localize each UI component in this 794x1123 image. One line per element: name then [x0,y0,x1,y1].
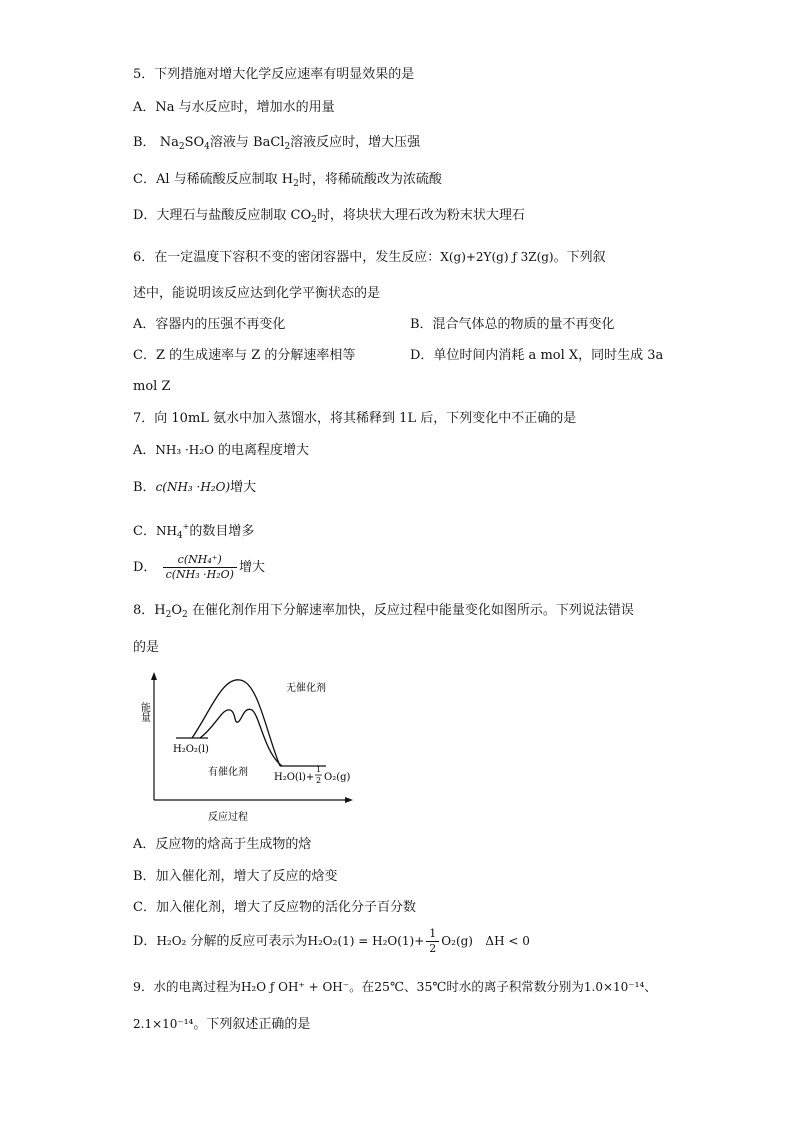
q5-option-c [133,171,442,193]
option-prefix: B． [133,135,156,150]
q8-option-c: C．加入催化剂，增大了反应物的活化分子百分数 [133,900,416,915]
q5-option-a: A．Na 与水反应时，增加水的用量 [133,100,335,115]
option-text: 增大 [230,480,257,495]
catalyzed-label: 有催化剂 [208,767,248,778]
q7-stem: 7．向 10mL 氨水中加入蒸馏水，将其稀释到 1L 后，下列变化中不正确的是 [133,411,577,426]
formula: NH₃ ·H₂O [155,443,214,457]
q6-option-d: D．单位时间内消耗 a mol X，同时生成 3a [410,348,664,363]
stem-text: 。下列叙 [553,250,606,265]
superscript: + [182,522,190,531]
subscript: 2 [182,610,188,620]
q6-option-d-cont: mol Z [133,379,171,394]
option-text: 时，将稀硫酸改为浓硫酸 [298,172,442,187]
q6-option-c: C．Z 的生成速率与 Z 的分解速率相等 [133,348,356,363]
stem-text: 8．H [133,603,166,618]
stem-text: 6．在一定温度下容积不变的密闭容器中，发生反应： [133,250,441,265]
fraction-denominator: 2 [429,942,437,955]
q6-stem [133,248,606,267]
q8-stem [133,602,634,624]
energy-diagram [140,672,370,827]
stem-text: 9．水的电离过程为 [133,979,241,994]
subscript: 2 [284,142,291,152]
uncatalyzed-label: 无催化剂 [286,683,326,694]
product-frac-num: 1 [316,765,322,774]
q9-stem [133,978,657,996]
ionization-equation: H₂O ƒ OH⁺ + OH⁻ [240,980,350,994]
option-text: 的电离程度增大 [213,443,310,458]
stem-text: 。下列叙述正确的是 [193,1017,311,1032]
separator: 、 [644,979,657,994]
x-axis-label: 反应过程 [208,812,248,823]
subscript: 2 [165,610,172,620]
q6-stem-cont: 述中，能说明该反应达到化学平衡状态的是 [133,286,381,301]
option-text: D．大理石与盐酸反应制取 CO [133,208,312,223]
q7-option-b [133,478,256,497]
fraction-numerator: c(NH₄⁺) [163,553,237,568]
formula: NH [155,524,177,538]
formula-part: SO [184,135,205,150]
product-label-part: H₂O(l)+ [274,772,315,783]
y-axis-arrow [151,672,157,680]
subscript: 2 [293,179,299,189]
formula-part: Na [159,135,179,150]
fraction-denominator: c(NH₃ ·H₂O) [165,568,234,581]
kw-35c: 2.1×10⁻¹⁴ [133,1017,194,1031]
fraction-numerator: 1 [426,927,439,942]
option-text: 溶液与 BaCl [209,135,285,150]
option-text: C．Al 与稀硫酸反应制取 H [133,172,294,187]
reactant-label: H₂O₂(l) [173,744,209,755]
option-text: 增大 [238,560,265,575]
equation-right: O₂(g) [441,934,473,948]
reaction-equation: X(g)+2Y(g) ƒ 3Z(g) [440,250,554,264]
option-text: 时，将块状大理石改为粉末状大理石 [316,208,525,223]
fraction [426,927,439,956]
option-prefix: D． [133,934,157,949]
stem-text: O [171,603,183,618]
option-prefix: C． [133,524,156,539]
kw-25c: 1.0×10⁻¹⁴ [583,980,645,994]
subscript: 4 [204,142,210,152]
q8-option-a: A．反应物的焓高于生成物的焓 [133,837,312,852]
stem-text: 在催化剂作用下分解速率加快，反应过程中能量变化如图所示。下列说法错误 [187,603,634,618]
q7-option-c [133,518,254,545]
option-text: 的数目增多 [189,524,255,539]
formula: H₂O₂ [156,934,187,948]
x-axis-arrow [345,797,353,803]
q5-option-b [133,134,420,156]
q5-stem: 5．下列措施对增大化学反应速率有明显效果的是 [133,67,415,82]
q6-option-a: A．容器内的压强不再变化 [133,317,286,332]
q6-option-b: B．混合气体总的物质的量不再变化 [410,317,615,332]
q7-option-d [133,552,265,584]
formula: c(NH₃ ·H₂O) [155,480,231,494]
q7-option-a [133,441,309,460]
fraction [163,553,237,582]
product-frac-den: 2 [316,776,322,785]
stem-text: 。在25℃、35℃时水的离子积常数分别为 [349,979,584,994]
y-axis-label: 能量 [138,702,150,722]
q9-stem-cont [133,1015,310,1034]
q5-option-d [133,207,525,229]
subscript: 4 [176,531,183,541]
option-text: 溶液反应时，增大压强 [290,135,421,150]
q8-option-d [133,926,530,957]
q8-stem-cont: 的是 [133,640,160,655]
subscript: 2 [178,142,185,152]
option-text: 分解的反应可表示为 [186,934,308,949]
q8-option-b: B．加入催化剂，增大了反应的焓变 [133,869,338,884]
subscript: 2 [311,215,317,225]
option-prefix: A． [133,443,156,458]
option-prefix: B． [133,480,156,495]
enthalpy-change: ΔH < 0 [485,934,530,948]
product-label-end: O₂(g) [324,772,351,783]
option-prefix: D． [133,560,157,575]
equation-left: H₂O₂(1) = H₂O(1)+ [307,934,425,948]
product-label [274,772,314,783]
